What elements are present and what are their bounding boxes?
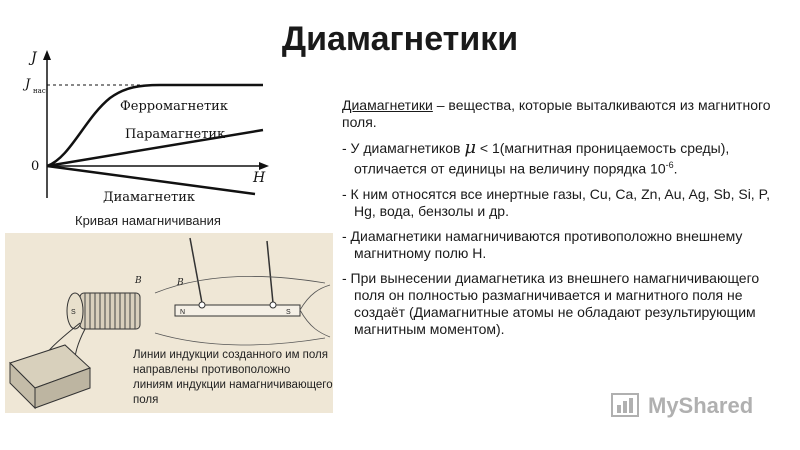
diamagnet-label: Диамагнетик <box>103 190 195 205</box>
thread-left <box>190 238 202 303</box>
y-axis-label: J <box>31 50 37 66</box>
permeability-exponent: -6 <box>665 160 674 170</box>
paramagnet-label: Парамагнетик <box>125 127 226 142</box>
vector-b1: B <box>135 276 142 286</box>
permeability-rest: < 1(магнитная проницаемость среды), отличается от единицы на величину порядка 10 <box>354 140 730 177</box>
ferromagnet-curve <box>47 85 263 166</box>
thread-right <box>267 241 273 303</box>
permeability-paragraph <box>342 139 782 178</box>
definition-text <box>342 97 782 346</box>
y-axis-arrow <box>43 50 51 60</box>
graph-caption: Кривая намагничивания <box>75 213 221 228</box>
term-diamagnetics: Диамагнетики <box>342 97 433 113</box>
x-axis-label: H <box>253 170 266 186</box>
mu-symbol: μ <box>464 137 477 158</box>
diamagnet-rod <box>175 305 300 316</box>
rod-n-label: N <box>180 309 186 316</box>
induction-lines-note: Линии индукции созданного им поля направлены противоположно линиям индукции намагничивающего поля <box>133 349 333 406</box>
coil-s-label: S <box>71 309 76 316</box>
magnetization-paragraph: - Диамагнетики намагничиваются противоположно внешнему магнитному полю H. <box>342 227 743 261</box>
examples-paragraph: - К ним относятся все инертные газы, Cu, Ca, Zn, Au, Ag, Sb, Si, P, Hg, вода, бензолы и др. <box>342 185 771 219</box>
jsat-label: J <box>25 77 31 92</box>
definition-paragraph <box>342 97 782 131</box>
jsat-sub-label: нас <box>33 87 46 95</box>
ferromagnet-label: Ферромагнетик <box>120 99 228 114</box>
permeability-end: . <box>673 160 678 177</box>
slide-title: Диамагнетики <box>281 20 519 58</box>
definition-rest: – вещества, которые выталкиваются из магнитного поля. <box>342 97 771 130</box>
magnetization-graph <box>15 48 275 208</box>
x-axis-arrow <box>259 162 269 170</box>
permeability-prefix: - У диамагнетиков <box>342 140 465 156</box>
myshared-logo-text: MyShared <box>648 393 754 418</box>
demagnetization-paragraph: - При вынесении диамагнетика из внешнего намагничивающего поля он полностью размагничивается и магнитного поля не создаёт (Диамагнитные атомы не обладают результирующим магнитным моментом). <box>342 269 760 337</box>
vector-b2: B <box>177 278 184 288</box>
origin-label: 0 <box>31 159 40 174</box>
rod-s-label: S <box>286 309 291 316</box>
